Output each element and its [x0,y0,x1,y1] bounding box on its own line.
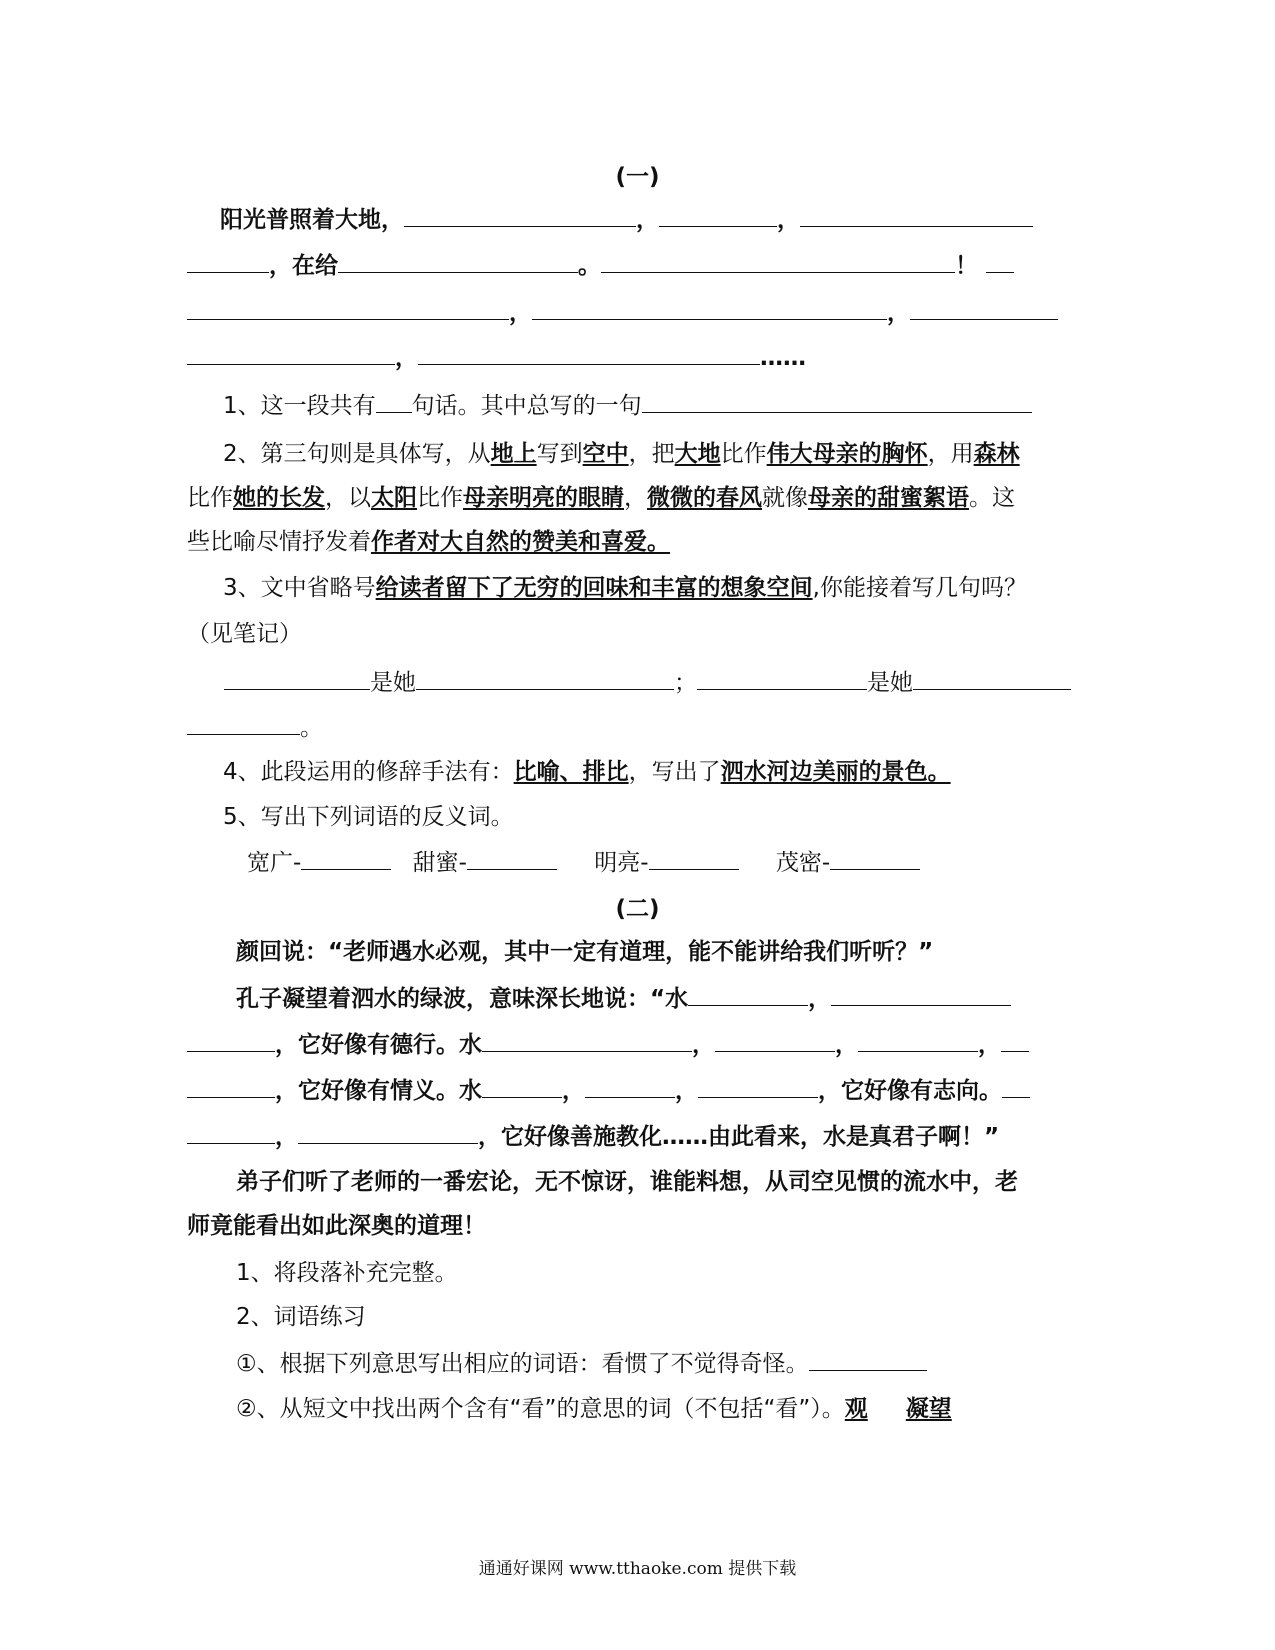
fill-blank[interactable] [809,1349,927,1371]
fill-blank[interactable] [698,1076,818,1098]
fill-blank[interactable] [688,984,808,1006]
answer-text: 伟大母亲的胸怀 [766,441,928,467]
fill-blank[interactable] [482,1030,692,1052]
fill-blank[interactable] [913,668,1071,690]
fill-blank[interactable] [986,251,1014,273]
passage2-line-6: 弟子们听了老师的一番宏论，无不惊讶，谁能料想，从司空见惯的流水中，老 [236,1169,1018,1195]
fill-blank[interactable] [1002,1076,1030,1098]
passage-line-1: 阳光普照着大地， ， ， [187,205,1087,234]
fill-blank[interactable] [659,205,777,227]
fill-blank[interactable] [416,668,674,690]
answer-text: 微微的春风 [647,485,762,511]
fill-blank[interactable] [187,1076,275,1098]
fill-blank[interactable] [715,1030,835,1052]
passage2-line-1: 颜回说：“老师遇水必观，其中一定有道理，能不能讲给我们听听？” [236,939,934,965]
section2-question-2: 2、词语练习 [236,1304,366,1330]
fill-blank[interactable] [1001,1030,1029,1052]
passage-line-3: ， ， [187,298,1087,327]
question-3-note: （见笔记） [187,621,302,647]
passage2-line-7: 师竟能看出如此深奥的道理！ [187,1213,486,1239]
section2-question-2b: ②、从短文中找出两个含有“看”的意思的词（不包括“看”）。观 凝望 [236,1396,952,1422]
question-4: 4、此段运用的修辞手法有：比喻、排比，写出了泗水河边美丽的景色。 [223,759,951,785]
fill-blank[interactable] [800,205,1033,227]
question-3-line-1: 3、文中省略号给读者留下了无穷的回味和丰富的想象空间,你能接着写几句吗？ [223,575,1027,601]
answer-text: 观 [844,1396,868,1422]
antonym-word: 宽广- [247,850,302,876]
fill-blank[interactable] [376,391,412,413]
fill-blank[interactable] [224,668,370,690]
question-2-line-3: 些比喻尽情抒发着作者对大自然的赞美和喜爱。 [187,529,670,555]
fill-blank[interactable] [601,251,955,273]
passage2-line-4: ，它好像有情义。水 ， ， ，它好像有志向。 [187,1076,1087,1105]
fill-blank[interactable] [649,848,739,870]
question-2-line-1: 2、第三句则是具体写，从地上写到空中，把大地比作伟大母亲的胸怀，用森林 [223,441,1020,467]
section2-question-2a: ①、根据下列意思写出相应的词语：看惯了不觉得奇怪。 [187,1349,1087,1378]
question-3-line-3: 是她 ； 是她 [187,668,1087,697]
fill-blank[interactable] [830,848,920,870]
answer-text: 作者对大自然的赞美和喜爱。 [371,529,670,555]
fill-blank[interactable] [301,848,391,870]
fill-blank[interactable] [858,1030,978,1052]
answer-text: 凝望 [905,1396,952,1422]
question-5: 5、写出下列词语的反义词。 [223,804,514,830]
fill-blank[interactable] [298,1122,478,1144]
passage-line-4: ， …… [187,343,1087,372]
fill-blank[interactable] [418,343,760,365]
antonym-word: 茂密- [775,850,831,876]
answer-text: 母亲明亮的眼睛 [463,485,624,511]
passage2-line-5: ， ，它好像善施教化……由此看来，水是真君子啊！” [187,1122,1087,1151]
fill-blank[interactable] [404,205,636,227]
passage2-line-2: 孔子凝望着泗水的绿波，意味深长地说：“水 ， [187,984,1087,1013]
fill-blank[interactable] [642,391,1032,413]
fill-blank[interactable] [697,668,867,690]
fill-blank[interactable] [467,848,557,870]
answer-text: 母亲的甜蜜絮语 [808,485,969,511]
passage2-line-3: ，它好像有德行。水 ， ， ， [187,1030,1087,1059]
answer-text: 空中 [582,441,629,467]
fill-blank[interactable] [187,251,269,273]
question-3-line-4: 。 [187,713,1087,742]
question-1: 1、这一段共有 句话。其中总写的一句 [187,391,1087,420]
answer-text: 森林 [973,441,1020,467]
question-2-line-2: 比作她的长发，以太阳比作母亲明亮的眼睛，微微的春风就像母亲的甜蜜絮语。这 [187,485,1015,511]
section2-question-1: 1、将段落补充完整。 [236,1260,458,1286]
answer-text: 地上 [490,441,537,467]
answer-text: 太阳 [371,485,417,511]
antonym-row [187,848,1087,877]
section-2-heading: (二) [615,896,660,922]
section-1-heading: (一) [615,164,660,190]
answer-text: 大地 [674,441,721,467]
antonym-word: 明亮- [594,850,649,876]
fill-blank[interactable] [831,984,1011,1006]
fill-blank[interactable] [338,251,578,273]
fill-blank[interactable] [532,298,887,320]
answer-text: 给读者留下了无穷的回味和丰富的想象空间 [375,575,813,601]
fill-blank[interactable] [187,298,509,320]
page-footer: 通通好课网 www.tthaoke.com 提供下载 [478,1559,797,1579]
answer-text: 她的长发 [233,485,325,511]
answer-text: 比喻、排比 [513,759,629,785]
fill-blank[interactable] [910,298,1058,320]
antonym-word: 甜蜜- [412,850,467,876]
passage-line-2: ，在给 。 ！ [187,251,1087,280]
answer-text: 泗水河边美丽的景色。 [720,759,951,785]
fill-blank[interactable] [585,1076,675,1098]
fill-blank[interactable] [187,1030,275,1052]
fill-blank[interactable] [187,713,300,735]
fill-blank[interactable] [187,1122,275,1144]
fill-blank[interactable] [482,1076,562,1098]
fill-blank[interactable] [187,343,395,365]
